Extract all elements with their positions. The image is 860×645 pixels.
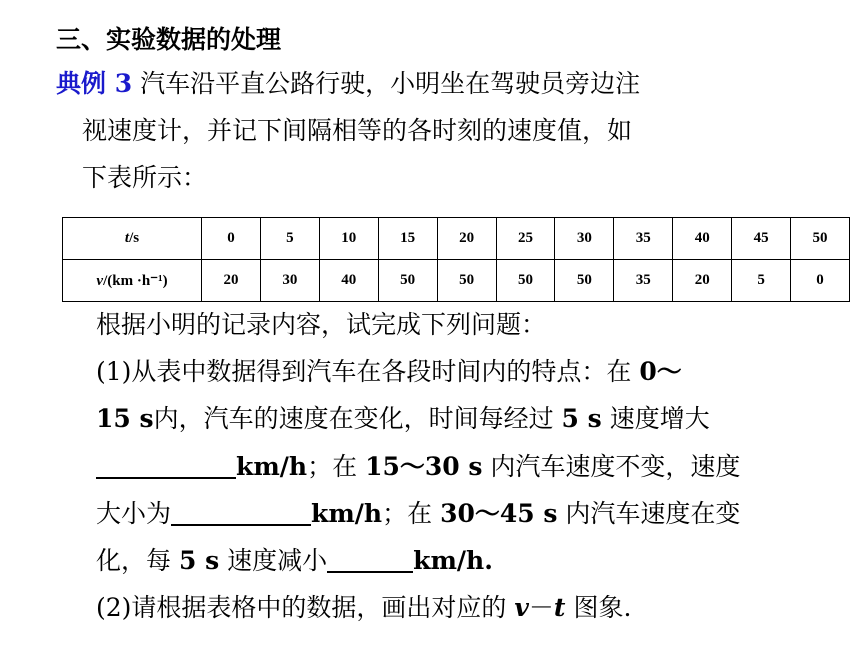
velocity-var: v [96, 273, 104, 289]
velocity-cell: 40 [319, 260, 378, 302]
time-cell: 0 [202, 218, 261, 260]
q2-text-a: (2)请根据表格中的数据，画出对应的 [96, 593, 507, 622]
velocity-cell: 50 [555, 260, 614, 302]
time-cell: 45 [732, 218, 791, 260]
question-1-line-4 [96, 496, 740, 532]
q1-text-k: 大小为 [96, 499, 172, 528]
example-intro-text-1: 汽车沿平直公路行驶，小明坐在驾驶员旁边注 [140, 69, 641, 98]
velocity-cell: 0 [791, 260, 850, 302]
time-unit: /s [129, 230, 140, 246]
q1-unit-2: km/h [311, 499, 383, 528]
q1-range-3: 30～45 s [440, 499, 558, 528]
q1-text-h: ；在 [307, 452, 358, 481]
time-cell: 15 [378, 218, 437, 260]
speed-time-table [62, 217, 850, 302]
time-cell: 35 [614, 218, 673, 260]
q1-text-o: 内汽车速度在变 [565, 499, 741, 528]
velocity-cell: 50 [378, 260, 437, 302]
velocity-cell: 20 [673, 260, 732, 302]
q1-text-d: 内，汽车的速度在变化，时间每经过 [153, 404, 554, 433]
time-cell: 5 [260, 218, 319, 260]
q1-range-start: 0～ [639, 357, 682, 386]
q1-text-r: 速度减小 [227, 546, 328, 575]
q1-range-end: 15 s [96, 404, 154, 433]
velocity-cell: 30 [260, 260, 319, 302]
question-lead: 根据小明的记录内容，试完成下列问题： [96, 310, 547, 339]
time-cell: 50 [791, 218, 850, 260]
question-1-line-3 [96, 449, 740, 485]
answer-blank-decrease[interactable] [327, 547, 413, 573]
table-row-time [63, 218, 850, 260]
q1-text-m: ；在 [382, 499, 433, 528]
q1-interval-2: 5 s [178, 546, 220, 575]
q1-range-2: 15～30 s [365, 452, 483, 481]
time-header-cell [63, 218, 202, 260]
time-cell: 10 [319, 218, 378, 260]
time-cell: 40 [673, 218, 732, 260]
velocity-cell: 50 [437, 260, 496, 302]
example-label: 典例 3 [56, 69, 133, 98]
velocity-cell: 20 [202, 260, 261, 302]
q2-text-b: 图象. [573, 593, 632, 622]
time-var: t [124, 230, 130, 246]
q1-text-a: (1)从表中数据得到汽车在各段时间内的特点：在 [96, 357, 632, 386]
question-2-line [96, 590, 631, 626]
answer-blank-constant[interactable] [171, 500, 311, 526]
q1-text-p: 化，每 [96, 546, 172, 575]
q2-dash: － [528, 593, 554, 622]
velocity-header-cell [63, 260, 202, 302]
example-intro-line-2: 视速度计，并记下间隔相等的各时刻的速度值，如 [82, 116, 633, 145]
velocity-cell: 35 [614, 260, 673, 302]
time-cell: 30 [555, 218, 614, 260]
time-cell: 25 [496, 218, 555, 260]
question-1-line-5 [96, 543, 493, 579]
table-row-velocity [63, 260, 850, 302]
question-1-line-1 [96, 354, 682, 390]
q2-var-v: v [514, 593, 529, 622]
velocity-unit: /(km ·h⁻¹) [103, 273, 168, 289]
question-1-line-2 [96, 401, 710, 437]
example-intro-line-3: 下表所示： [82, 163, 208, 192]
example-intro-line-1 [56, 66, 640, 102]
q2-var-t: t [553, 593, 566, 622]
time-cell: 20 [437, 218, 496, 260]
q1-unit-3: km/h. [413, 546, 493, 575]
q1-unit-1: km/h [236, 452, 308, 481]
q1-text-f: 速度增大 [609, 404, 710, 433]
q1-interval: 5 s [561, 404, 602, 433]
q1-text-j: 内汽车速度不变，速度 [490, 452, 741, 481]
velocity-cell: 5 [732, 260, 791, 302]
section-heading: 三、实验数据的处理 [56, 25, 282, 54]
velocity-cell: 50 [496, 260, 555, 302]
answer-blank-increase[interactable] [96, 453, 236, 479]
